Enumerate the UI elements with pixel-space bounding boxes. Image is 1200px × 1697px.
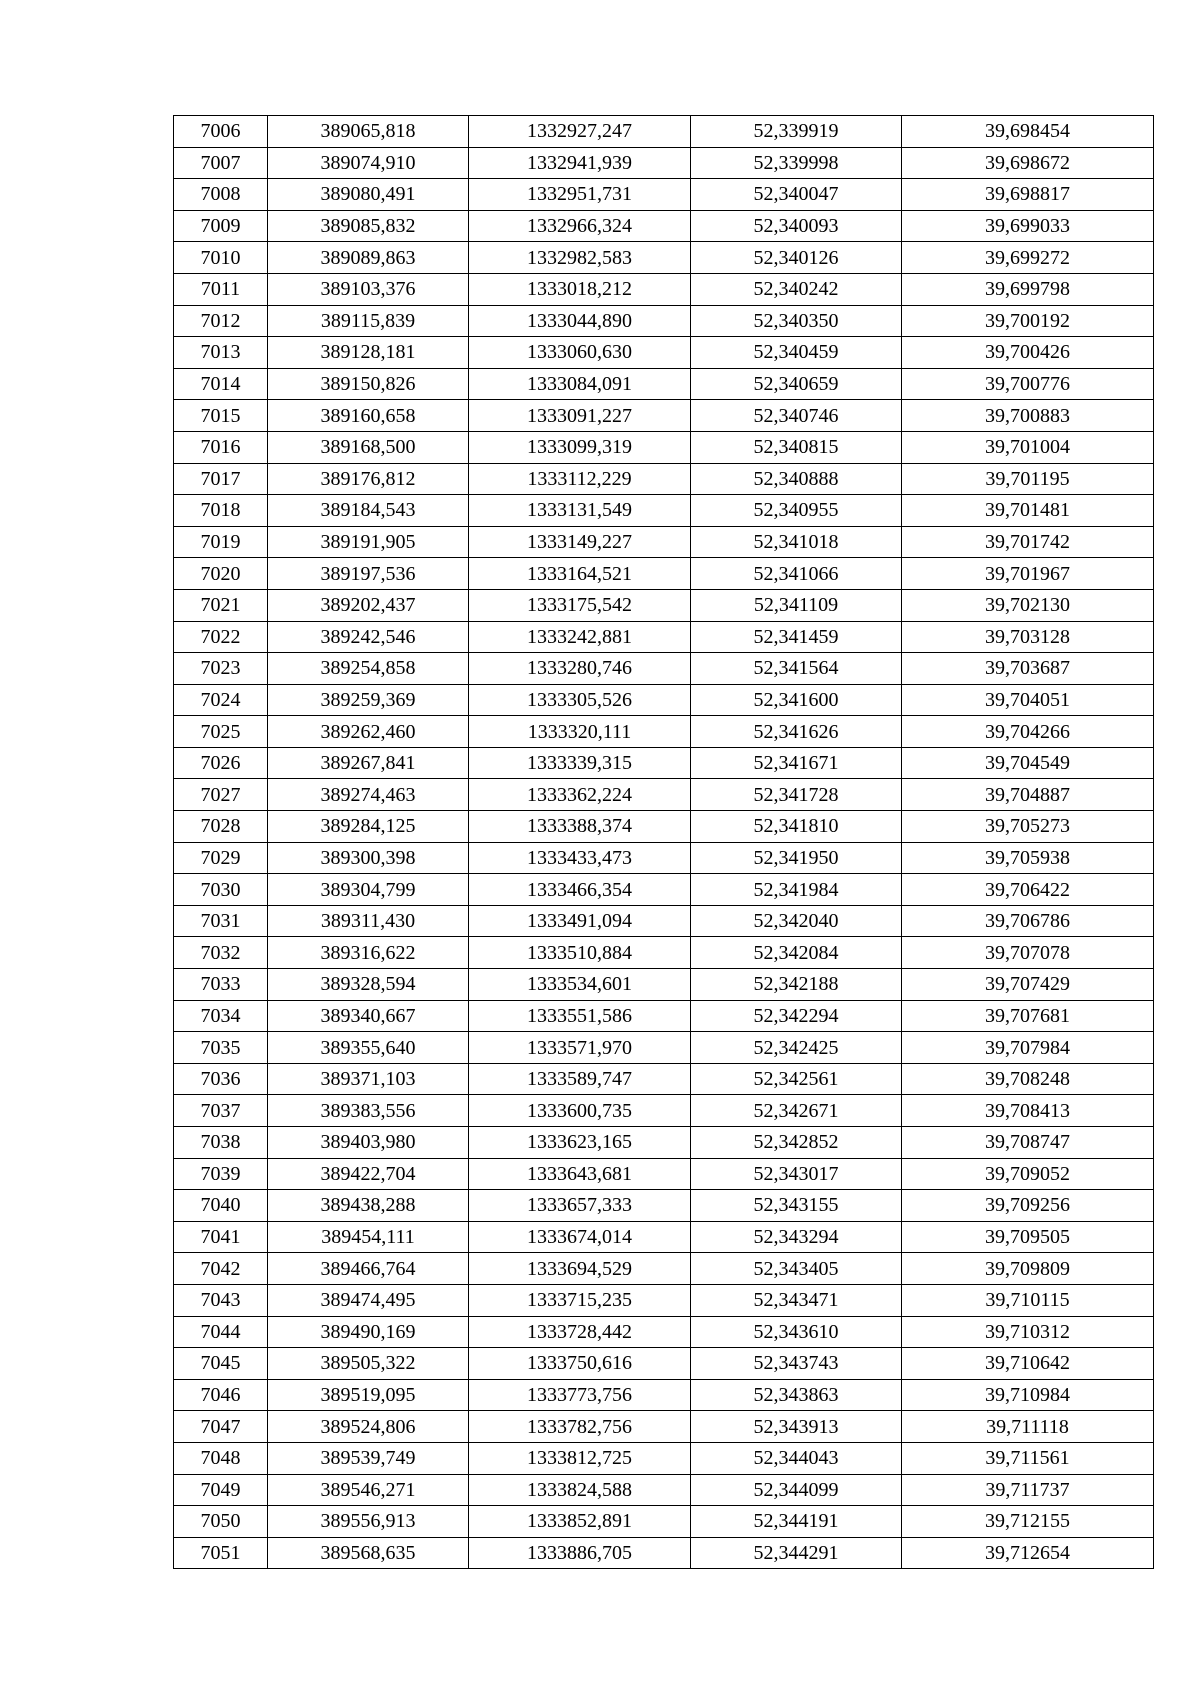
y-coordinate-cell: 1333643,681 <box>469 1158 691 1190</box>
point-number-cell: 7027 <box>174 779 268 811</box>
y-coordinate-cell: 1333044,890 <box>469 305 691 337</box>
longitude-cell: 39,704549 <box>902 747 1154 779</box>
point-number-cell: 7016 <box>174 431 268 463</box>
table-row <box>174 526 1154 558</box>
y-coordinate-cell: 1333491,094 <box>469 905 691 937</box>
table-row <box>174 1127 1154 1159</box>
longitude-cell: 39,711118 <box>902 1411 1154 1443</box>
longitude-cell: 39,708248 <box>902 1063 1154 1095</box>
table-row <box>174 842 1154 874</box>
table-row <box>174 1032 1154 1064</box>
x-coordinate-cell: 389267,841 <box>268 747 469 779</box>
longitude-cell: 39,699798 <box>902 273 1154 305</box>
point-number-cell: 7047 <box>174 1411 268 1443</box>
coordinates-table-body <box>174 116 1154 1569</box>
x-coordinate-cell: 389262,460 <box>268 716 469 748</box>
point-number-cell: 7051 <box>174 1537 268 1569</box>
point-number-cell: 7013 <box>174 337 268 369</box>
table-row <box>174 1158 1154 1190</box>
latitude-cell: 52,341728 <box>691 779 902 811</box>
table-row <box>174 116 1154 148</box>
table-row <box>174 1537 1154 1569</box>
y-coordinate-cell: 1333589,747 <box>469 1063 691 1095</box>
longitude-cell: 39,700192 <box>902 305 1154 337</box>
latitude-cell: 52,344191 <box>691 1506 902 1538</box>
y-coordinate-cell: 1332982,583 <box>469 242 691 274</box>
y-coordinate-cell: 1333091,227 <box>469 400 691 432</box>
latitude-cell: 52,341984 <box>691 874 902 906</box>
longitude-cell: 39,710115 <box>902 1284 1154 1316</box>
longitude-cell: 39,710642 <box>902 1348 1154 1380</box>
y-coordinate-cell: 1333305,526 <box>469 684 691 716</box>
x-coordinate-cell: 389340,667 <box>268 1000 469 1032</box>
point-number-cell: 7050 <box>174 1506 268 1538</box>
latitude-cell: 52,339998 <box>691 147 902 179</box>
y-coordinate-cell: 1333728,442 <box>469 1316 691 1348</box>
longitude-cell: 39,704266 <box>902 716 1154 748</box>
table-row <box>174 1221 1154 1253</box>
x-coordinate-cell: 389519,095 <box>268 1379 469 1411</box>
latitude-cell: 52,342425 <box>691 1032 902 1064</box>
latitude-cell: 52,340093 <box>691 210 902 242</box>
y-coordinate-cell: 1332941,939 <box>469 147 691 179</box>
point-number-cell: 7044 <box>174 1316 268 1348</box>
table-row <box>174 969 1154 1001</box>
point-number-cell: 7039 <box>174 1158 268 1190</box>
y-coordinate-cell: 1333164,521 <box>469 558 691 590</box>
x-coordinate-cell: 389176,812 <box>268 463 469 495</box>
table-row <box>174 716 1154 748</box>
latitude-cell: 52,344291 <box>691 1537 902 1569</box>
longitude-cell: 39,704051 <box>902 684 1154 716</box>
point-number-cell: 7037 <box>174 1095 268 1127</box>
y-coordinate-cell: 1333600,735 <box>469 1095 691 1127</box>
x-coordinate-cell: 389383,556 <box>268 1095 469 1127</box>
longitude-cell: 39,707681 <box>902 1000 1154 1032</box>
x-coordinate-cell: 389259,369 <box>268 684 469 716</box>
x-coordinate-cell: 389422,704 <box>268 1158 469 1190</box>
x-coordinate-cell: 389539,749 <box>268 1442 469 1474</box>
longitude-cell: 39,700776 <box>902 368 1154 400</box>
longitude-cell: 39,712654 <box>902 1537 1154 1569</box>
x-coordinate-cell: 389505,322 <box>268 1348 469 1380</box>
point-number-cell: 7011 <box>174 273 268 305</box>
table-row <box>174 1095 1154 1127</box>
x-coordinate-cell: 389371,103 <box>268 1063 469 1095</box>
y-coordinate-cell: 1333433,473 <box>469 842 691 874</box>
table-row <box>174 1506 1154 1538</box>
y-coordinate-cell: 1333018,212 <box>469 273 691 305</box>
x-coordinate-cell: 389160,658 <box>268 400 469 432</box>
latitude-cell: 52,341810 <box>691 811 902 843</box>
x-coordinate-cell: 389085,832 <box>268 210 469 242</box>
longitude-cell: 39,701481 <box>902 495 1154 527</box>
longitude-cell: 39,698817 <box>902 179 1154 211</box>
latitude-cell: 52,341600 <box>691 684 902 716</box>
table-row <box>174 400 1154 432</box>
longitude-cell: 39,710312 <box>902 1316 1154 1348</box>
latitude-cell: 52,341066 <box>691 558 902 590</box>
longitude-cell: 39,707429 <box>902 969 1154 1001</box>
latitude-cell: 52,342852 <box>691 1127 902 1159</box>
table-row <box>174 937 1154 969</box>
table-row <box>174 1474 1154 1506</box>
x-coordinate-cell: 389202,437 <box>268 589 469 621</box>
table-row <box>174 463 1154 495</box>
x-coordinate-cell: 389403,980 <box>268 1127 469 1159</box>
point-number-cell: 7046 <box>174 1379 268 1411</box>
longitude-cell: 39,706422 <box>902 874 1154 906</box>
table-row <box>174 653 1154 685</box>
latitude-cell: 52,340659 <box>691 368 902 400</box>
latitude-cell: 52,342294 <box>691 1000 902 1032</box>
x-coordinate-cell: 389474,495 <box>268 1284 469 1316</box>
point-number-cell: 7030 <box>174 874 268 906</box>
y-coordinate-cell: 1333824,588 <box>469 1474 691 1506</box>
point-number-cell: 7014 <box>174 368 268 400</box>
y-coordinate-cell: 1333131,549 <box>469 495 691 527</box>
longitude-cell: 39,698672 <box>902 147 1154 179</box>
latitude-cell: 52,341109 <box>691 589 902 621</box>
latitude-cell: 52,342561 <box>691 1063 902 1095</box>
x-coordinate-cell: 389300,398 <box>268 842 469 874</box>
y-coordinate-cell: 1333812,725 <box>469 1442 691 1474</box>
x-coordinate-cell: 389284,125 <box>268 811 469 843</box>
latitude-cell: 52,341459 <box>691 621 902 653</box>
point-number-cell: 7017 <box>174 463 268 495</box>
y-coordinate-cell: 1333694,529 <box>469 1253 691 1285</box>
latitude-cell: 52,340746 <box>691 400 902 432</box>
y-coordinate-cell: 1333099,319 <box>469 431 691 463</box>
latitude-cell: 52,343863 <box>691 1379 902 1411</box>
y-coordinate-cell: 1333623,165 <box>469 1127 691 1159</box>
point-number-cell: 7007 <box>174 147 268 179</box>
longitude-cell: 39,705273 <box>902 811 1154 843</box>
longitude-cell: 39,707078 <box>902 937 1154 969</box>
x-coordinate-cell: 389438,288 <box>268 1190 469 1222</box>
x-coordinate-cell: 389191,905 <box>268 526 469 558</box>
point-number-cell: 7034 <box>174 1000 268 1032</box>
longitude-cell: 39,711737 <box>902 1474 1154 1506</box>
y-coordinate-cell: 1333280,746 <box>469 653 691 685</box>
table-row <box>174 811 1154 843</box>
point-number-cell: 7020 <box>174 558 268 590</box>
table-row <box>174 1253 1154 1285</box>
point-number-cell: 7019 <box>174 526 268 558</box>
longitude-cell: 39,709809 <box>902 1253 1154 1285</box>
point-number-cell: 7032 <box>174 937 268 969</box>
latitude-cell: 52,339919 <box>691 116 902 148</box>
table-row <box>174 305 1154 337</box>
y-coordinate-cell: 1333388,374 <box>469 811 691 843</box>
y-coordinate-cell: 1333571,970 <box>469 1032 691 1064</box>
point-number-cell: 7008 <box>174 179 268 211</box>
latitude-cell: 52,342188 <box>691 969 902 1001</box>
point-number-cell: 7048 <box>174 1442 268 1474</box>
longitude-cell: 39,701967 <box>902 558 1154 590</box>
point-number-cell: 7035 <box>174 1032 268 1064</box>
table-row <box>174 558 1154 590</box>
table-row <box>174 1348 1154 1380</box>
x-coordinate-cell: 389355,640 <box>268 1032 469 1064</box>
y-coordinate-cell: 1333149,227 <box>469 526 691 558</box>
y-coordinate-cell: 1333715,235 <box>469 1284 691 1316</box>
y-coordinate-cell: 1332966,324 <box>469 210 691 242</box>
point-number-cell: 7029 <box>174 842 268 874</box>
latitude-cell: 52,342040 <box>691 905 902 937</box>
latitude-cell: 52,340815 <box>691 431 902 463</box>
longitude-cell: 39,699033 <box>902 210 1154 242</box>
point-number-cell: 7023 <box>174 653 268 685</box>
latitude-cell: 52,341564 <box>691 653 902 685</box>
x-coordinate-cell: 389115,839 <box>268 305 469 337</box>
table-row <box>174 874 1154 906</box>
y-coordinate-cell: 1333782,756 <box>469 1411 691 1443</box>
x-coordinate-cell: 389316,622 <box>268 937 469 969</box>
table-row <box>174 589 1154 621</box>
y-coordinate-cell: 1333242,881 <box>469 621 691 653</box>
x-coordinate-cell: 389568,635 <box>268 1537 469 1569</box>
point-number-cell: 7031 <box>174 905 268 937</box>
x-coordinate-cell: 389074,910 <box>268 147 469 179</box>
x-coordinate-cell: 389556,913 <box>268 1506 469 1538</box>
point-number-cell: 7021 <box>174 589 268 621</box>
table-row <box>174 779 1154 811</box>
point-number-cell: 7042 <box>174 1253 268 1285</box>
table-row <box>174 1000 1154 1032</box>
longitude-cell: 39,702130 <box>902 589 1154 621</box>
x-coordinate-cell: 389524,806 <box>268 1411 469 1443</box>
table-row <box>174 495 1154 527</box>
latitude-cell: 52,343743 <box>691 1348 902 1380</box>
x-coordinate-cell: 389254,858 <box>268 653 469 685</box>
latitude-cell: 52,340350 <box>691 305 902 337</box>
point-number-cell: 7033 <box>174 969 268 1001</box>
y-coordinate-cell: 1333674,014 <box>469 1221 691 1253</box>
y-coordinate-cell: 1333060,630 <box>469 337 691 369</box>
longitude-cell: 39,707984 <box>902 1032 1154 1064</box>
latitude-cell: 52,343017 <box>691 1158 902 1190</box>
x-coordinate-cell: 389150,826 <box>268 368 469 400</box>
y-coordinate-cell: 1333320,111 <box>469 716 691 748</box>
latitude-cell: 52,340126 <box>691 242 902 274</box>
point-number-cell: 7010 <box>174 242 268 274</box>
table-row <box>174 368 1154 400</box>
longitude-cell: 39,706786 <box>902 905 1154 937</box>
y-coordinate-cell: 1333084,091 <box>469 368 691 400</box>
x-coordinate-cell: 389311,430 <box>268 905 469 937</box>
latitude-cell: 52,342671 <box>691 1095 902 1127</box>
point-number-cell: 7038 <box>174 1127 268 1159</box>
longitude-cell: 39,710984 <box>902 1379 1154 1411</box>
table-row <box>174 1411 1154 1443</box>
point-number-cell: 7041 <box>174 1221 268 1253</box>
latitude-cell: 52,343155 <box>691 1190 902 1222</box>
longitude-cell: 39,698454 <box>902 116 1154 148</box>
x-coordinate-cell: 389466,764 <box>268 1253 469 1285</box>
latitude-cell: 52,340242 <box>691 273 902 305</box>
x-coordinate-cell: 389242,546 <box>268 621 469 653</box>
latitude-cell: 52,340047 <box>691 179 902 211</box>
y-coordinate-cell: 1333112,229 <box>469 463 691 495</box>
longitude-cell: 39,700426 <box>902 337 1154 369</box>
table-row <box>174 1442 1154 1474</box>
y-coordinate-cell: 1333657,333 <box>469 1190 691 1222</box>
x-coordinate-cell: 389184,543 <box>268 495 469 527</box>
point-number-cell: 7022 <box>174 621 268 653</box>
y-coordinate-cell: 1333510,884 <box>469 937 691 969</box>
latitude-cell: 52,343471 <box>691 1284 902 1316</box>
y-coordinate-cell: 1333339,315 <box>469 747 691 779</box>
table-row <box>174 747 1154 779</box>
table-row <box>174 1379 1154 1411</box>
latitude-cell: 52,341018 <box>691 526 902 558</box>
x-coordinate-cell: 389103,376 <box>268 273 469 305</box>
y-coordinate-cell: 1333852,891 <box>469 1506 691 1538</box>
table-row <box>174 1190 1154 1222</box>
table-row <box>174 147 1154 179</box>
table-row <box>174 431 1154 463</box>
longitude-cell: 39,708747 <box>902 1127 1154 1159</box>
point-number-cell: 7028 <box>174 811 268 843</box>
x-coordinate-cell: 389168,500 <box>268 431 469 463</box>
table-row <box>174 273 1154 305</box>
longitude-cell: 39,709505 <box>902 1221 1154 1253</box>
table-row <box>174 242 1154 274</box>
y-coordinate-cell: 1333886,705 <box>469 1537 691 1569</box>
y-coordinate-cell: 1333534,601 <box>469 969 691 1001</box>
point-number-cell: 7049 <box>174 1474 268 1506</box>
longitude-cell: 39,704887 <box>902 779 1154 811</box>
table-row <box>174 684 1154 716</box>
latitude-cell: 52,343610 <box>691 1316 902 1348</box>
x-coordinate-cell: 389128,181 <box>268 337 469 369</box>
point-number-cell: 7024 <box>174 684 268 716</box>
y-coordinate-cell: 1332927,247 <box>469 116 691 148</box>
x-coordinate-cell: 389089,863 <box>268 242 469 274</box>
table-row <box>174 621 1154 653</box>
latitude-cell: 52,340888 <box>691 463 902 495</box>
table-row <box>174 905 1154 937</box>
x-coordinate-cell: 389065,818 <box>268 116 469 148</box>
x-coordinate-cell: 389328,594 <box>268 969 469 1001</box>
y-coordinate-cell: 1333466,354 <box>469 874 691 906</box>
x-coordinate-cell: 389274,463 <box>268 779 469 811</box>
point-number-cell: 7045 <box>174 1348 268 1380</box>
longitude-cell: 39,701195 <box>902 463 1154 495</box>
longitude-cell: 39,699272 <box>902 242 1154 274</box>
x-coordinate-cell: 389304,799 <box>268 874 469 906</box>
y-coordinate-cell: 1333362,224 <box>469 779 691 811</box>
point-number-cell: 7025 <box>174 716 268 748</box>
point-number-cell: 7040 <box>174 1190 268 1222</box>
latitude-cell: 52,340955 <box>691 495 902 527</box>
table-row <box>174 179 1154 211</box>
point-number-cell: 7012 <box>174 305 268 337</box>
point-number-cell: 7015 <box>174 400 268 432</box>
table-row <box>174 1284 1154 1316</box>
point-number-cell: 7026 <box>174 747 268 779</box>
latitude-cell: 52,341671 <box>691 747 902 779</box>
latitude-cell: 52,344099 <box>691 1474 902 1506</box>
latitude-cell: 52,341950 <box>691 842 902 874</box>
coordinates-table <box>173 115 1154 1569</box>
longitude-cell: 39,711561 <box>902 1442 1154 1474</box>
x-coordinate-cell: 389080,491 <box>268 179 469 211</box>
y-coordinate-cell: 1333175,542 <box>469 589 691 621</box>
y-coordinate-cell: 1332951,731 <box>469 179 691 211</box>
latitude-cell: 52,343913 <box>691 1411 902 1443</box>
longitude-cell: 39,703128 <box>902 621 1154 653</box>
latitude-cell: 52,343294 <box>691 1221 902 1253</box>
table-row <box>174 337 1154 369</box>
longitude-cell: 39,701742 <box>902 526 1154 558</box>
longitude-cell: 39,705938 <box>902 842 1154 874</box>
point-number-cell: 7036 <box>174 1063 268 1095</box>
latitude-cell: 52,344043 <box>691 1442 902 1474</box>
longitude-cell: 39,712155 <box>902 1506 1154 1538</box>
latitude-cell: 52,340459 <box>691 337 902 369</box>
x-coordinate-cell: 389546,271 <box>268 1474 469 1506</box>
longitude-cell: 39,709052 <box>902 1158 1154 1190</box>
latitude-cell: 52,341626 <box>691 716 902 748</box>
table-row <box>174 210 1154 242</box>
table-row <box>174 1316 1154 1348</box>
longitude-cell: 39,709256 <box>902 1190 1154 1222</box>
y-coordinate-cell: 1333750,616 <box>469 1348 691 1380</box>
point-number-cell: 7043 <box>174 1284 268 1316</box>
point-number-cell: 7009 <box>174 210 268 242</box>
point-number-cell: 7006 <box>174 116 268 148</box>
y-coordinate-cell: 1333773,756 <box>469 1379 691 1411</box>
longitude-cell: 39,703687 <box>902 653 1154 685</box>
latitude-cell: 52,343405 <box>691 1253 902 1285</box>
longitude-cell: 39,701004 <box>902 431 1154 463</box>
longitude-cell: 39,708413 <box>902 1095 1154 1127</box>
longitude-cell: 39,700883 <box>902 400 1154 432</box>
table-row <box>174 1063 1154 1095</box>
y-coordinate-cell: 1333551,586 <box>469 1000 691 1032</box>
x-coordinate-cell: 389490,169 <box>268 1316 469 1348</box>
x-coordinate-cell: 389454,111 <box>268 1221 469 1253</box>
latitude-cell: 52,342084 <box>691 937 902 969</box>
point-number-cell: 7018 <box>174 495 268 527</box>
x-coordinate-cell: 389197,536 <box>268 558 469 590</box>
